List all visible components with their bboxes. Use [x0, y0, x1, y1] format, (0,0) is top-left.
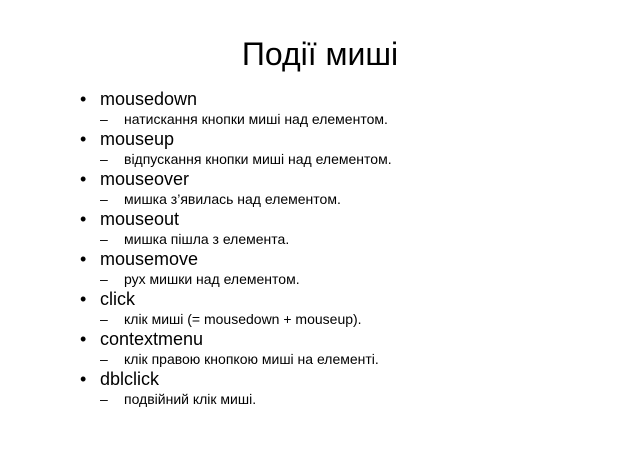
event-name: mousedown [100, 89, 198, 109]
event-description: відпускання кнопки миші над елементом. [124, 151, 392, 167]
list-item [80, 368, 392, 408]
event-name: mouseover [100, 169, 190, 189]
event-description: клік миші (= mousedown + mouseup). [124, 311, 362, 327]
event-name: click [100, 289, 135, 309]
event-description: натискання кнопки миші над елементом. [124, 111, 388, 127]
event-list [80, 88, 392, 408]
event-name: dblclick [100, 369, 160, 389]
event-description-row [80, 310, 392, 328]
list-item [80, 208, 392, 248]
list-item [80, 168, 392, 208]
bullet-icon: • [80, 169, 87, 189]
event-description: клік правою кнопкою миші на елементі. [124, 351, 379, 367]
event-name-row [80, 368, 392, 390]
dash-icon: – [100, 111, 108, 127]
event-name-row [80, 208, 392, 230]
bullet-icon: • [80, 249, 87, 269]
list-item [80, 128, 392, 168]
dash-icon: – [100, 231, 108, 247]
event-name-row [80, 128, 392, 150]
event-name-row [80, 328, 392, 350]
event-name-row [80, 248, 392, 270]
bullet-icon: • [80, 89, 87, 109]
dash-icon: – [100, 311, 108, 327]
event-description: мишка пішла з елемента. [124, 231, 290, 247]
event-description-row [80, 150, 392, 168]
list-item [80, 288, 392, 328]
event-name-row [80, 168, 392, 190]
event-description: мишка з’явилась над елементом. [124, 191, 341, 207]
list-item [80, 328, 392, 368]
event-name-row [80, 88, 392, 110]
slide-title: Події миші [241, 36, 399, 72]
event-description-row [80, 390, 392, 408]
dash-icon: – [100, 271, 108, 287]
event-description-row [80, 110, 392, 128]
bullet-icon: • [80, 369, 87, 389]
bullet-icon: • [80, 289, 87, 309]
event-name: mouseup [100, 129, 175, 149]
dash-icon: – [100, 391, 108, 407]
bullet-icon: • [80, 329, 87, 349]
event-description-row [80, 230, 392, 248]
list-item [80, 248, 392, 288]
list-item [80, 88, 392, 128]
dash-icon: – [100, 351, 108, 367]
event-name: mouseout [100, 209, 180, 229]
dash-icon: – [100, 191, 108, 207]
event-description: рух мишки над елементом. [124, 271, 300, 287]
event-description-row [80, 350, 392, 368]
event-description: подвійний клік миші. [124, 391, 257, 407]
dash-icon: – [100, 151, 108, 167]
event-description-row [80, 190, 392, 208]
bullet-icon: • [80, 209, 87, 229]
event-description-row [80, 270, 392, 288]
event-name-row [80, 288, 392, 310]
bullet-icon: • [80, 129, 87, 149]
event-name: contextmenu [100, 329, 204, 349]
event-name: mousemove [100, 249, 199, 269]
